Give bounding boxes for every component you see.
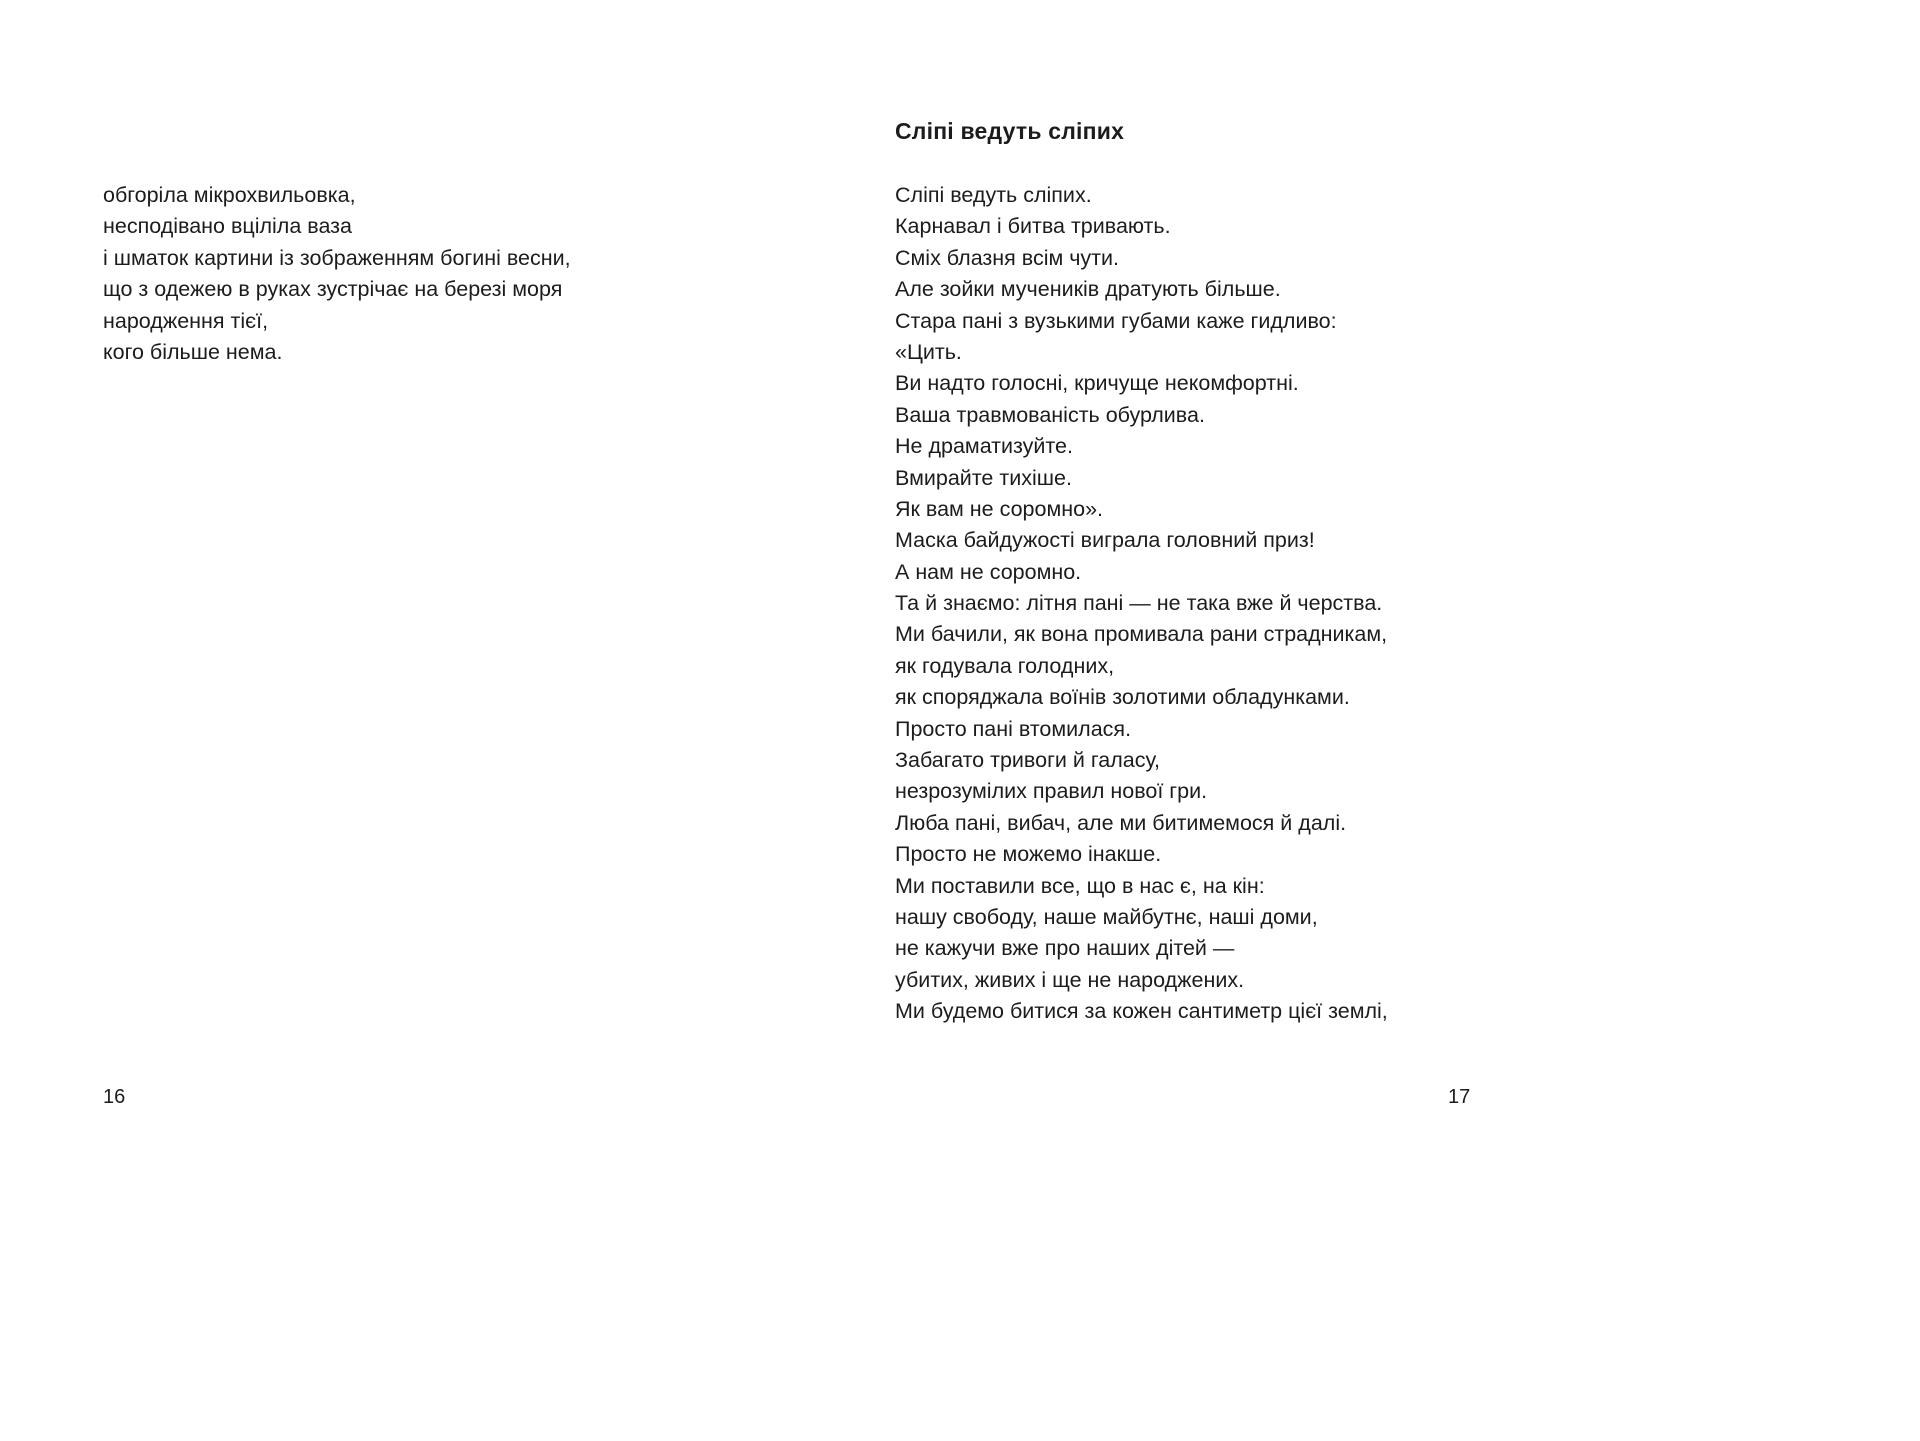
poem-line: Ми будемо битися за кожен сантиметр цієї землі, — [895, 999, 1388, 1024]
poem-line: «Цить. — [895, 339, 962, 364]
poem-line: убитих, живих і ще не народжених. — [895, 967, 1245, 992]
poem-line: незрозумілих правил нової гри. — [895, 779, 1208, 804]
page-number-right: 17 — [1448, 1086, 1471, 1108]
page-right — [860, 0, 1920, 1441]
poem-line: Сліпі ведуть сліпих. — [895, 183, 1092, 207]
poem-title: Сліпі ведуть сліпих — [895, 118, 1125, 144]
poem-line: Ми бачили, як вона промивала рани страдникам, — [895, 622, 1388, 647]
page-number-left: 16 — [103, 1086, 126, 1108]
poem-line: Ми поставили все, що в нас є, на кін: — [895, 873, 1265, 898]
poem-line: Люба пані, вибач, але ми битимемося й далі. — [895, 810, 1347, 835]
poem-line: як годувала голодних, — [895, 653, 1115, 678]
poem-line: обгоріла мікрохвильовка, — [103, 183, 356, 207]
poem-text-right — [895, 180, 1388, 1028]
page-left — [0, 0, 860, 1441]
poem-line: Ваша травмованість обурлива. — [895, 402, 1205, 427]
poem-line: не кажучи вже про наших дітей — — [895, 936, 1235, 961]
poem-line: Ви надто голосні, кричуще некомфортні. — [895, 371, 1299, 396]
poem-line: як споряджала воїнів золотими обладунками. — [895, 685, 1350, 710]
poem-line: Стара пані з вузькими губами каже гидливо: — [895, 308, 1337, 333]
poem-line: Сміх блазня всім чути. — [895, 245, 1120, 270]
poem-line: що з одежею в руках зустрічає на березі моря — [103, 277, 563, 302]
poem-line: нашу свободу, наше майбутнє, наші доми, — [895, 904, 1318, 929]
poem-line: кого більше нема. — [103, 339, 283, 364]
poem-line: Не драматизуйте. — [895, 434, 1073, 459]
poem-line: Карнавал і битва тривають. — [895, 214, 1171, 239]
poem-line: Як вам не соромно». — [895, 496, 1104, 521]
poem-line: Просто пані втомилася. — [895, 716, 1132, 741]
poem-line: Маска байдужості виграла головний приз! — [895, 528, 1315, 553]
poem-line: А нам не соромно. — [895, 559, 1082, 584]
poem-line: Забагато тривоги й галасу, — [895, 748, 1161, 773]
poem-line: Просто не можемо інакше. — [895, 842, 1162, 867]
poem-line: народження тієї, — [103, 308, 269, 333]
poem-line: Але зойки мучеників дратують більше. — [895, 277, 1281, 302]
poem-line: несподівано вціліла ваза — [103, 214, 352, 239]
poem-line: Вмирайте тихіше. — [895, 465, 1072, 490]
poem-line: Та й знаємо: літня пані — не така вже й черства. — [895, 591, 1383, 616]
poem-line: і шматок картини із зображенням богині весни, — [103, 245, 571, 270]
poem-text-left — [103, 180, 571, 368]
